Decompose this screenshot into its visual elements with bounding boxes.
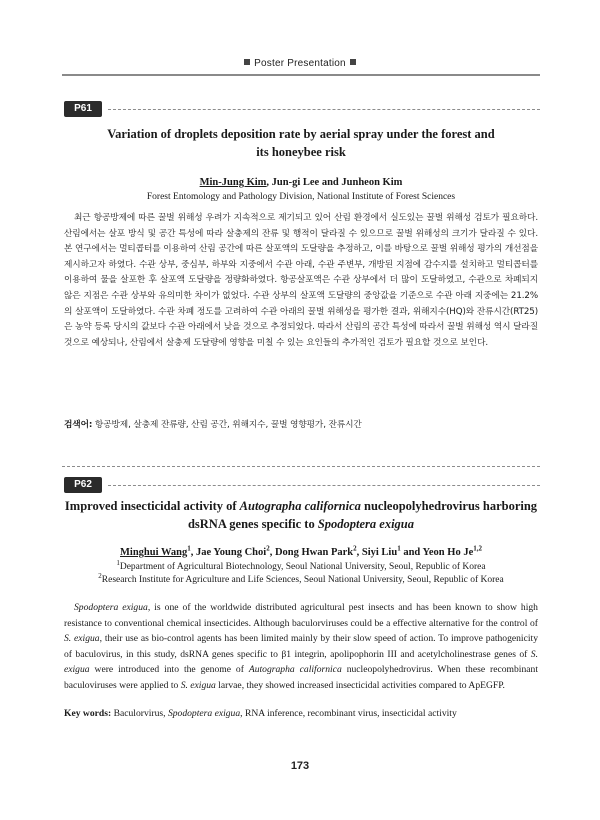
co-authors: , Jun-gi Lee and Junheon Kim [266, 177, 403, 188]
section-divider [108, 109, 540, 110]
co-author: , Jae Young Choi [190, 547, 267, 558]
author-affil-sup: 1,2 [473, 544, 482, 553]
author-affil-sup: 1 [187, 544, 191, 553]
title-line [62, 515, 540, 533]
species-name: S. exigua [180, 679, 216, 691]
keywords-label: Key words: [64, 708, 112, 719]
keywords-p61 [64, 418, 538, 432]
affiliation-1-p62 [62, 558, 540, 574]
co-author: , Siyi Liu [356, 547, 398, 558]
title-text: dsRNA genes specific to [187, 517, 318, 531]
author-affil-sup: 1 [397, 544, 401, 553]
abstract-title-p61 [62, 125, 540, 161]
title-text: Improved insecticidal activity of [64, 499, 240, 513]
abstract-text: were introduced into the genome of [89, 664, 249, 676]
square-bullet-icon [244, 59, 250, 65]
keywords-list: 항공방제, 살충제 잔류량, 산림 공간, 위해지수, 꿀벌 영향평가, 잔류시간 [92, 420, 362, 430]
species-name: Autographa californica [248, 664, 342, 676]
presenting-author: Min-Jung Kim [199, 177, 267, 188]
section-header-label: Poster Presentation [254, 58, 346, 69]
title-text: nucleopolyhedrovirus harboring [360, 499, 538, 513]
presenting-author: Minghui Wang [120, 547, 188, 558]
keywords-label: 검색어: [64, 420, 93, 430]
abstract-title-p62 [62, 497, 540, 533]
author-list-p62 [62, 546, 540, 560]
author-affil-sup: 2 [353, 544, 357, 553]
affil-text: Department of Agricultural Biotechnology, Seoul National University, Seoul, Republic of Korea [119, 562, 486, 572]
abstract-id-badge-p61: P61 [64, 101, 102, 117]
page-number: 173 [290, 760, 310, 772]
species-name: S. exigua [64, 633, 100, 645]
section-divider [108, 485, 540, 486]
title-species: Autographa californica [239, 499, 361, 513]
section-header [0, 58, 600, 69]
abstract-body-p62 [64, 600, 538, 694]
co-author: , Dong Hwan Park [269, 547, 354, 558]
title-line: Variation of droplets deposition rate by aerial spray under the forest and [107, 127, 495, 141]
abstract-text: nucleopolyhedrovirus. When these recombinant baculoviruses were applied to [64, 664, 538, 691]
keywords-list: , RNA inference, recombinant virus, insecticidal activity [240, 708, 457, 719]
affiliation-p61: Forest Entomology and Pathology Division, National Institute of Forest Sciences [146, 192, 456, 202]
abstract-text: , their use as bio-control agents has been limited mainly by their slow speed of action. To improve pathogenicity of baculovirus, in this study, dsRNA genes specific to β1 integrin, apolipophorin III and acetylcholinestrase genes of [64, 633, 538, 660]
affil-text: Research Institute for Agriculture and Life Sciences, Seoul National University, Seoul, Republic of Korea [101, 575, 504, 585]
author-affil-sup: 2 [266, 544, 270, 553]
title-line: its honeybee risk [256, 145, 346, 159]
section-divider [62, 466, 540, 467]
title-line [62, 497, 540, 515]
affiliation-2-p62 [62, 571, 540, 587]
keyword-species: Spodoptera exigua [167, 708, 241, 719]
affil-sup: 1 [116, 558, 120, 567]
square-bullet-icon [350, 59, 356, 65]
abstract-text: larvae, they showed increased insecticidal activities compared to ApEGFP. [215, 679, 505, 691]
keywords-list: Baculorvirus, [111, 708, 168, 719]
abstract-text-p62 [64, 600, 538, 694]
co-author: and Yeon Ho Je [400, 547, 474, 558]
affil-sup: 2 [98, 571, 102, 580]
keywords-p62 [64, 707, 538, 721]
header-rule [62, 74, 540, 76]
abstract-id-badge-p62: P62 [64, 477, 102, 493]
species-name: S. exigua [64, 648, 538, 676]
abstract-body-p61 [64, 211, 538, 351]
abstract-text-p61: 최근 항공방제에 따른 꿀벌 위해성 우려가 지속적으로 제기되고 있어 산림 환경에서 실도있는 꿀벌 위해성 검토가 필요하다. 산림에서는 살포 방식 및 공간 특성에 따라 살충제의 잔류 및 행적이 달라질 수 있으므로 꿀벌 위해성의 크기가 달라질 수 있다. 본 연구에서는 멀티콥터를 이용하여 산림 공간에 따른 살포액의 도달량을 추정하고, 이를 바탕으로 꿀벌 위해성 평가의 개선점을 제시하고자 하였다. 수관 상부, 중심부, 하부와 지중에서 수관 아래, 수관 주변부, 개방된 지점에 감수지를 설치하고 멀티콥터를 이용하여 물을 살포한 후 살포액 도달량을 정량화하였다. 항공살포액은 수관 상부에서 더 많이 도달하였고, 수관으로 차폐되지 않은 지점은 수관 상부와 유의미한 차이가 없었다. 수관 상부의 살포액 도달량의 중앙값을 기준으로 수관 아래 지중에는 21.2%의 살포액이 도달하였다. 수관 차폐 정도를 고려하여 수관 아래의 꿀벌 위해성을 평가한 결과, 위해지수(HQ)와 잔류시간(RT25)은 농약 등록 당시의 값보다 수관 아래에서 낮을 것으로 추정되었다. 따라서 산림의 공간 특성에 따라서 꿀벌 위해성 역시 달라질 것으로 예상되나, 산림에서 살충제 도달량에 영향을 미칠 수 있는 요인들의 추가적인 검토가 필요할 것으로 보인다. [64, 213, 538, 348]
species-name: Spodoptera exigua [74, 602, 148, 613]
title-species: Spodoptera exigua [317, 517, 415, 531]
author-list-p61 [62, 176, 540, 190]
abstract-text: , is one of the worldwide distributed agricultural pest insects and has been known to show high resistance to conventional chemical insecticides. Although baculorviruses could be a effective alternative for the control of [64, 602, 538, 629]
